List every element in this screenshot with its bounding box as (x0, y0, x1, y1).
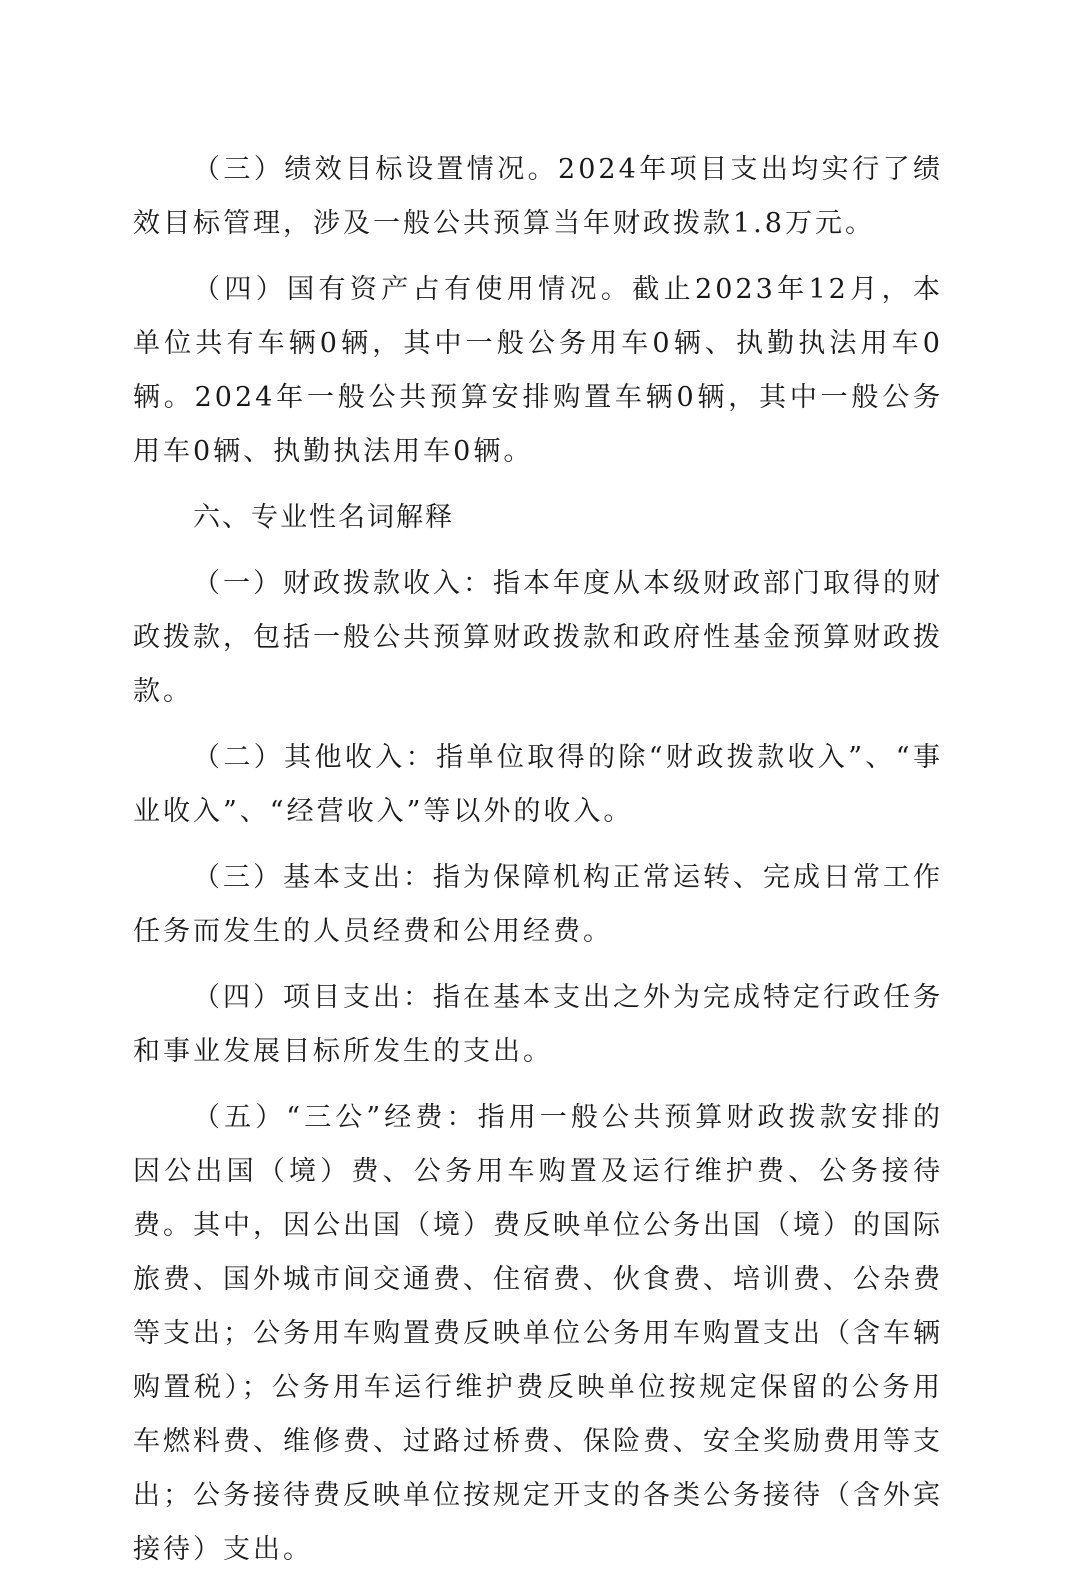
paragraph-basic-expenditure: （三）基本支出：指为保障机构正常运转、完成日常工作任务而发生的人员经费和公用经费。 (133, 862, 943, 947)
section-heading-terminology: 六、专业性名词解释 (193, 502, 454, 533)
paragraph-performance-targets: （三）绩效目标设置情况。2024年项目支出均实行了绩效目标管理，涉及一般公共预算当年财政拨款1.8万元。 (133, 154, 943, 239)
document-page (133, 143, 943, 1589)
paragraph-fiscal-appropriation: （一）财政拨款收入：指本年度从本级财政部门取得的财政拨款，包括一般公共预算财政拨款和政府性基金预算财政拨款。 (133, 568, 943, 707)
paragraph-other-income: （二）其他收入：指单位取得的除“财政拨款收入”、“事业收入”、“经营收入”等以外的收入。 (133, 742, 943, 827)
paragraph-project-expenditure: （四）项目支出：指在基本支出之外为完成特定行政任务和事业发展目标所发生的支出。 (133, 982, 943, 1067)
paragraph-three-public-expenses: （五）“三公”经费：指用一般公共预算财政拨款安排的因公出国（境）费、公务用车购置及运行维护费、公务接待费。其中，因公出国（境）费反映单位公务出国（境）的国际旅费、国外城市间交通费、住宿费、伙食费、培训费、公杂费等支出；公务用车购置费反映单位公务用车购置支出（含车辆购置税）；公务用车运行维护费反映单位按规定保留的公务用车燃料费、维修费、过路过桥费、保险费、安全奖励费用等支出；公务接待费反映单位按规定开支的各类公务接待（含外宾接待）支出。 (133, 1102, 943, 1565)
paragraph-state-assets: （四）国有资产占有使用情况。截止2023年12月，本单位共有车辆0辆，其中一般公务用车0辆、执勤执法用车0辆。2024年一般公共预算安排购置车辆0辆，其中一般公务用车0辆、执勤执法用车0辆。 (133, 274, 943, 467)
